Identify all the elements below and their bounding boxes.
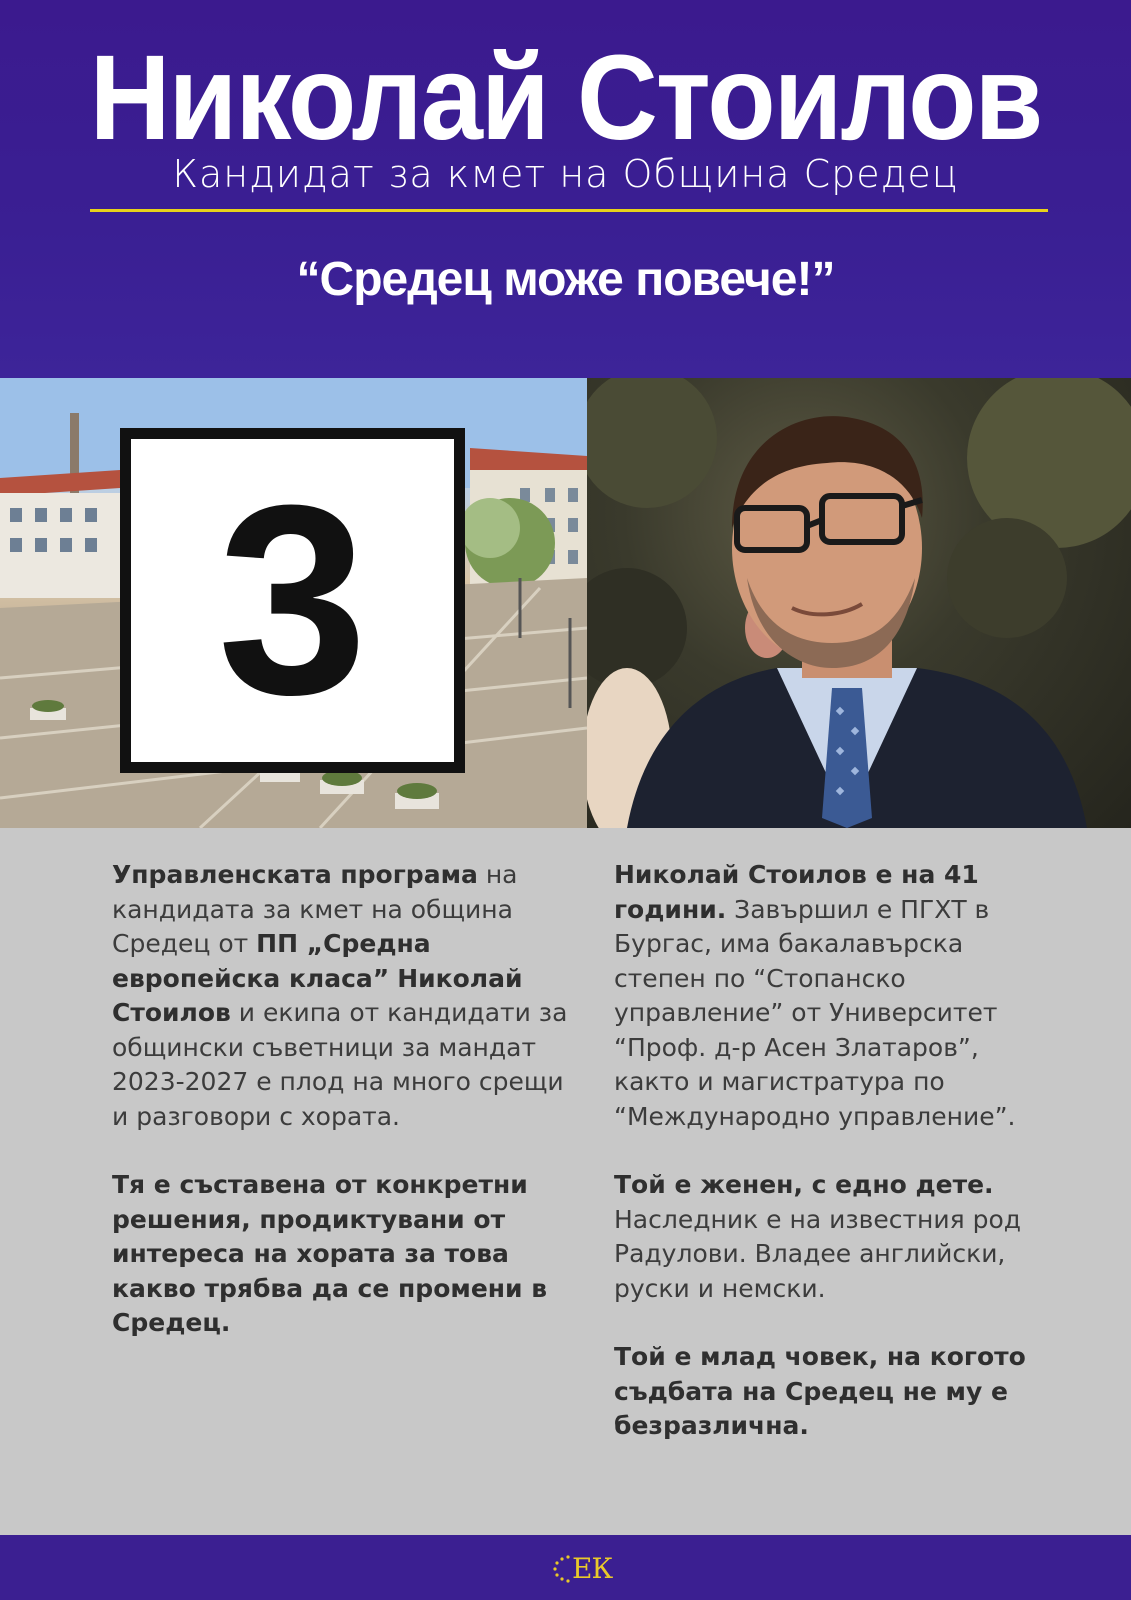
header-banner [0,0,1131,378]
bio-paragraph-closing [614,1340,1044,1444]
party-name: ПП „Средна европейска класа” [112,929,431,993]
bio-languages: Наследник е на известния род Радулови. Владее английски, руски и немски. [614,1204,1022,1303]
bio-family: Той е женен, с едно дете. [614,1170,994,1199]
stars-circle-icon [550,1551,574,1587]
spacer-text [389,964,397,993]
town-square-photo [0,378,587,828]
footer-bar [0,1535,1131,1600]
candidate-name-inline: Николай Стоилов [112,963,523,1027]
candidate-portrait [587,378,1131,828]
candidate-name: Николай Стоилов [89,29,1042,165]
bio-closing: Той е млад човек, на когото съдбата на Средец не му е безразлична. [614,1342,1026,1440]
party-logo [550,1551,620,1587]
program-emphasis: Тя е съставена от конкретни решения, продиктувани от интереса на хората за това какво трябва да се промени в Средец. [112,1170,548,1337]
bio-age: Николай Стоилов е на 41 години. [614,860,979,924]
program-paragraph [112,858,572,1134]
portrait-illustration [587,378,1131,828]
bio-education: Завършил е ПГХТ в Бургас, има бакалавърска степен по “Стопанско управление” от Университет “Проф. д-р Асен Златаров”, както и магистратура по “Международно управление”. [614,894,1016,1131]
bio-paragraph-education [614,858,1044,1134]
ballot-number-box [120,428,465,773]
logo-text: ЕК [572,1552,613,1585]
program-text: на кандидата за кмет на община Средец от [112,860,518,958]
divider-line [90,209,1048,212]
program-column [112,858,572,1375]
bio-column [614,858,1044,1478]
candidate-subtitle: Кандидат за кмет на Община Средец [172,152,959,196]
program-text-2: и екипа от кандидати за общински съветници за мандат 2023-2027 е плод на много срещи и разговори с хората. [112,998,568,1131]
bio-paragraph-family [614,1168,1044,1306]
ballot-number: 3 [217,449,368,751]
program-emphasis-paragraph [112,1168,572,1341]
program-title: Управленската програма [112,860,478,889]
slogan: “Средец може повече!” [296,253,835,306]
